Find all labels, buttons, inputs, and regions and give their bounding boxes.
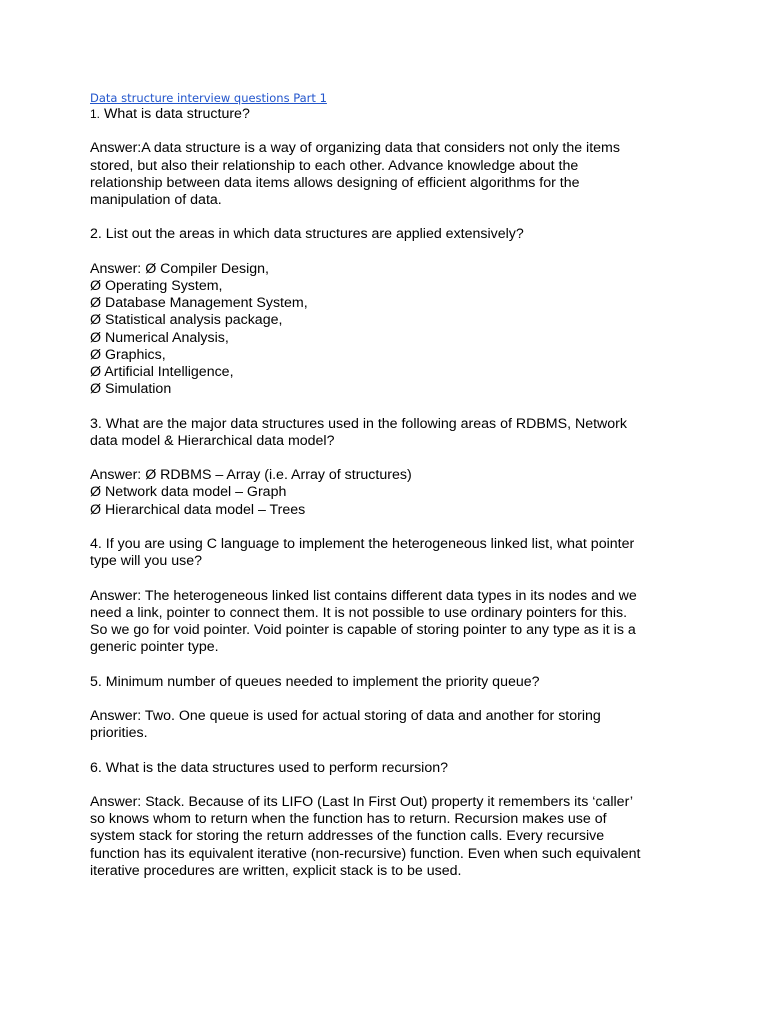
question-3 — [90, 416, 710, 450]
question-1 — [90, 106, 710, 123]
answer-2-line: Ø Artificial Intelligence, — [90, 364, 234, 380]
question-3-line: 3. What are the major data structures used in the following areas of RDBMS, Network — [90, 415, 627, 432]
title-link[interactable]: Data structure interview questions Part 1 — [90, 91, 327, 105]
question-2 — [90, 226, 710, 243]
question-1-number: 1. — [90, 107, 101, 121]
answer-3-line: Answer: Ø RDBMS – Array (i.e. Array of structures) — [90, 467, 412, 484]
answer-2-line: Ø Graphics, — [90, 346, 166, 363]
answer-6-line: function has its equivalent iterative (non-recursive) function. Even when such equivalent — [90, 845, 641, 862]
question-1-label: What is data structure? — [100, 106, 250, 122]
question-4-line: type will you use? — [90, 553, 202, 570]
answer-1 — [90, 140, 710, 209]
answer-5 — [90, 708, 710, 742]
answer-5-line: Answer: Two. One queue is used for actual storing of data and another for storing — [90, 707, 601, 724]
answer-2 — [90, 261, 710, 399]
question-4-line: 4. If you are using C language to implement the heterogeneous linked list, what pointer — [90, 535, 635, 552]
answer-6-line: iterative procedures are written, explicit stack is to be used. — [90, 862, 462, 879]
answer-2-line: Ø Database Management System, — [90, 295, 308, 312]
answer-2-line: Answer: Ø Compiler Design, — [90, 260, 269, 277]
answer-4-line: So we go for void pointer. Void pointer is capable of storing pointer to any type as it is a — [90, 621, 636, 638]
answer-1-line: manipulation of data. — [90, 192, 222, 208]
question-2-text: 2. List out the areas in which data structures are applied extensively? — [90, 226, 524, 243]
answer-3-line: Ø Network data model – Graph — [90, 484, 287, 501]
question-3-line: data model & Hierarchical data model? — [90, 432, 335, 449]
answer-3 — [90, 467, 710, 519]
question-4 — [90, 536, 710, 570]
question-6-text: 6. What is the data structures used to perform recursion? — [90, 759, 449, 776]
answer-4 — [90, 588, 710, 657]
answer-4-line: Answer: The heterogeneous linked list contains different data types in its nodes and we — [90, 587, 637, 604]
question-5 — [90, 674, 710, 691]
question-5-text: 5. Minimum number of queues needed to implement the priority queue? — [90, 673, 540, 690]
answer-6 — [90, 794, 710, 880]
answer-2-line: Ø Simulation — [90, 381, 172, 398]
answer-2-line: Ø Statistical analysis package, — [90, 312, 283, 329]
answer-1-line: relationship between data items allows designing of efficient algorithms for the — [90, 174, 580, 191]
answer-4-line: need a link, pointer to connect them. It is not possible to use ordinary pointers for this. — [90, 604, 628, 621]
answer-2-line: Ø Numerical Analysis, — [90, 329, 229, 346]
answer-6-line: system stack for storing the return addresses of the function calls. Every recursive — [90, 828, 605, 845]
answer-6-line: Answer: Stack. Because of its LIFO (Last In First Out) property it remembers its ‘caller’ — [90, 793, 633, 810]
question-6 — [90, 760, 710, 777]
answer-3-line: Ø Hierarchical data model – Trees — [90, 501, 306, 518]
answer-6-line: so knows whom to return when the function has to return. Recursion makes use of — [90, 811, 607, 828]
answer-1-line: stored, but also their relationship to each other. Advance knowledge about the — [90, 157, 579, 174]
question-1-text — [90, 106, 710, 123]
answer-2-line: Ø Operating System, — [90, 277, 223, 294]
answer-5-line: priorities. — [90, 725, 148, 742]
answer-1-line: Answer:A data structure is a way of organizing data that considers not only the items — [90, 140, 620, 157]
answer-4-line: generic pointer type. — [90, 639, 219, 656]
document-page — [90, 91, 710, 880]
